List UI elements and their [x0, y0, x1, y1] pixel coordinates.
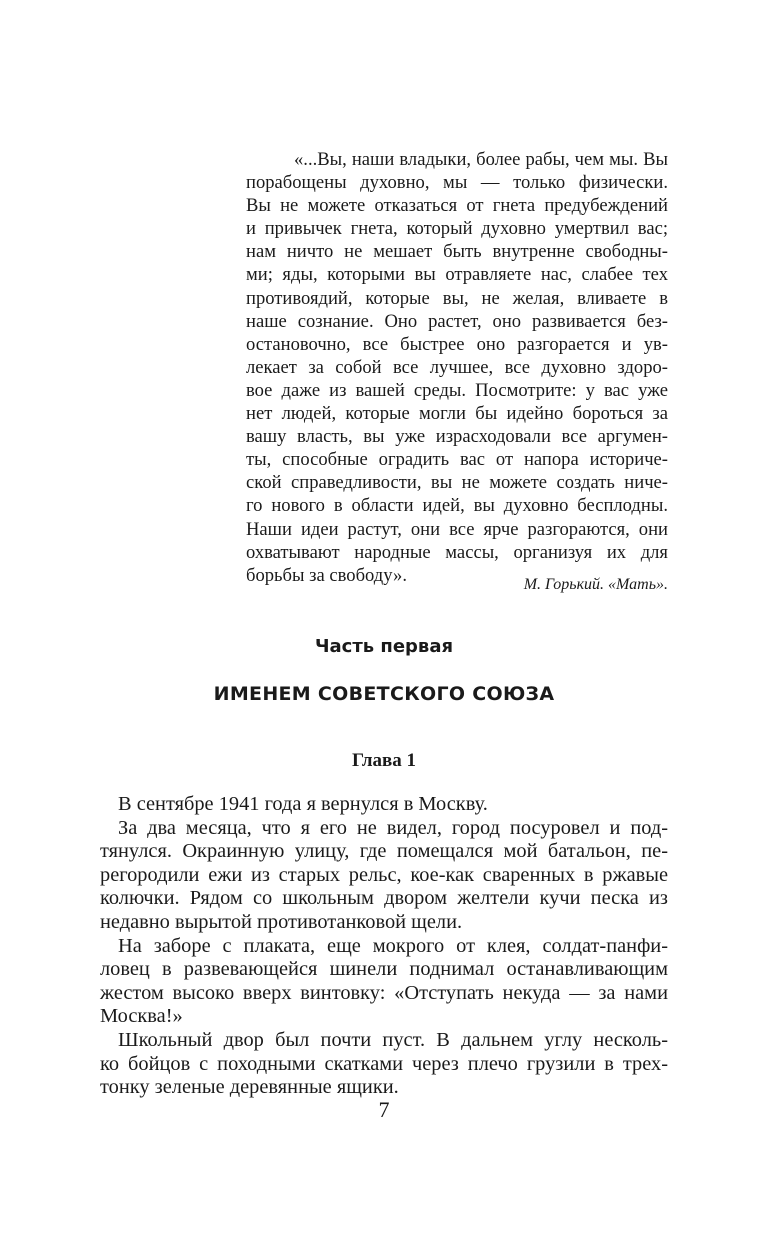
body-line: ко бойцов с походными скатками через плечо грузили в трех- [100, 1052, 668, 1075]
body-line: За два месяца, что я его не видел, город посуровел и под- [118, 816, 668, 839]
page-number: 7 [378, 1097, 390, 1122]
body-line: тонку зеленые деревянные ящики. [100, 1076, 399, 1099]
epigraph-line: остановочно, все быстрее оно разгорается и ув- [246, 333, 668, 355]
epigraph-line: и привычек гнета, который духовно умертвил вас; [246, 218, 668, 240]
body-line: жестом высоко вверх винтовку: «Отступать некуда — за нами [100, 981, 668, 1004]
body-line: На заборе с плаката, еще мокрого от клея, солдат-панфи- [118, 934, 668, 957]
epigraph-line: противоядий, которые вы, не желая, вливаете в [246, 287, 668, 309]
epigraph-line: охватывают народные массы, организуя их для [246, 541, 668, 563]
epigraph-line: вашу власть, вы уже израсходовали все аргумен- [246, 426, 668, 448]
body-line: недавно вырытой противотанковой щели. [100, 910, 463, 933]
epigraph-line: го нового в области идей, вы духовно бесплодны. [246, 495, 668, 517]
epigraph-line: борьбы за свободу». [246, 564, 407, 586]
body-line: В сентябре 1941 года я вернулся в Москву. [118, 793, 488, 815]
part-title: ИМЕНЕМ СОВЕТСКОГО СОЮЗА [213, 683, 555, 705]
epigraph-line: лекает за собой все лучшее, все духовно здоро- [246, 356, 668, 378]
body-line: колючки. Рядом со школьным двором желтели кучи песка из [100, 887, 668, 910]
epigraph-line: нет людей, которые могли бы идейно бороться за [246, 403, 668, 425]
epigraph-line: ми; яды, которыми вы отравляете нас, слабее тех [246, 264, 668, 286]
epigraph-line: «...Вы, наши владыки, более рабы, чем мы. Вы [294, 149, 668, 170]
epigraph-line: вое даже из вашей среды. Посмотрите: у вас уже [246, 379, 668, 401]
epigraph-line: порабощены духовно, мы — только физически. [246, 172, 668, 194]
body-line: тянулся. Окраинную улицу, где помещался мой батальон, пе- [100, 840, 668, 863]
epigraph-line: нам ничто не мешает быть внутренне свободны- [246, 241, 668, 263]
epigraph [246, 148, 668, 587]
chapter-title: Глава 1 [351, 750, 417, 771]
body-line: регородили ежи из старых рельс, кое-как сваренных в ржавые [100, 863, 668, 886]
part-label: Часть первая [314, 636, 454, 657]
epigraph-line: Вы не можете отказаться от гнета предубеждений [246, 195, 668, 217]
epigraph-line: Наши идеи растут, они все ярче разгораются, они [246, 518, 668, 540]
epigraph-source: М. Горький. «Мать». [523, 576, 668, 593]
epigraph-line: наше сознание. Оно растет, оно развивается без- [246, 310, 668, 332]
body-line: Школьный двор был почти пуст. В дальнем углу несколь- [118, 1028, 668, 1051]
body-line: ловец в развевающейся шинели поднимал останавливающим [100, 958, 668, 981]
epigraph-line: ты, способные оградить вас от напора историче- [246, 449, 668, 471]
body-line: Москва!» [100, 1005, 183, 1028]
epigraph-line: ской справедливости, вы не можете создать ниче- [246, 472, 668, 494]
body-text [100, 793, 668, 1100]
